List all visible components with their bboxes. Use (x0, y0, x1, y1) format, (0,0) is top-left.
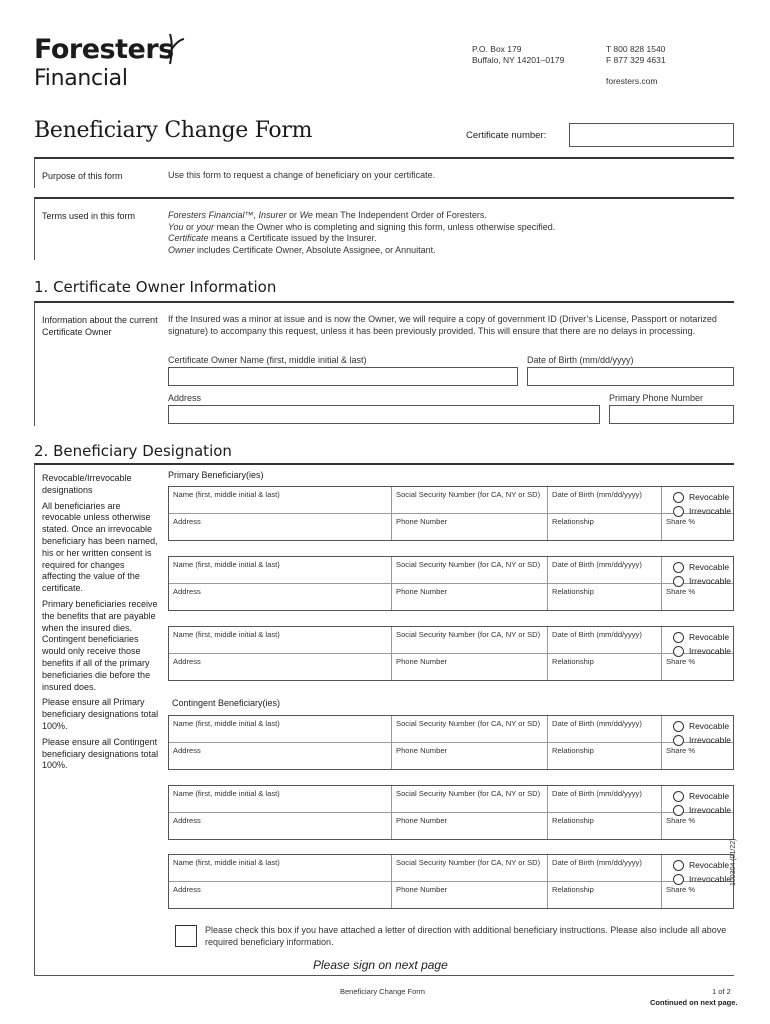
ssn-label: Social Security Number (for CA, NY or SD) (396, 858, 541, 867)
contingent-heading: Contingent Beneficiary(ies) (172, 698, 281, 708)
mailing-address (472, 44, 564, 66)
name-label: Name (first, middle initial & last) (173, 719, 280, 728)
phone-label: Phone Number (396, 884, 448, 894)
revocable-radio[interactable] (673, 791, 684, 802)
ssn-field[interactable] (391, 627, 547, 653)
dob-label: Date of Birth (mm/dd/yyyy) (552, 490, 642, 499)
phone-label: Phone Number (396, 815, 448, 825)
owner-name-label: Certificate Owner Name (first, middle initial & last) (168, 355, 367, 365)
divider (34, 197, 734, 199)
phone-f: F 877 329 4631 (606, 55, 666, 65)
share-label: Share % (666, 884, 696, 894)
revocable-radio[interactable] (673, 721, 684, 732)
purpose-text: Use this form to request a change of beneficiary on your certificate. (168, 170, 436, 180)
revocable-option[interactable] (673, 858, 731, 872)
phone-field[interactable] (391, 743, 547, 770)
certificate-number-input[interactable] (569, 123, 734, 147)
primary-beneficiary-block (168, 486, 734, 541)
irrevocable-label: Irrevocable (688, 646, 731, 656)
share-field[interactable] (661, 514, 735, 541)
owner-dob-input[interactable] (527, 367, 734, 386)
name-field[interactable] (169, 627, 391, 653)
owner-dob-label: Date of Birth (mm/dd/yyyy) (527, 355, 634, 365)
dob-field[interactable] (547, 557, 661, 583)
beneficiary-row-bot (169, 743, 733, 770)
phone-label: Phone Number (396, 516, 448, 526)
section-1-title: 1. Certificate Owner Information (34, 278, 277, 296)
owner-address-label: Address (168, 393, 202, 403)
relationship-label: Relationship (552, 745, 594, 755)
revocable-option[interactable] (673, 560, 731, 574)
primary-beneficiary-block (168, 626, 734, 681)
left-bar (34, 464, 35, 976)
irrevocable-label: Irrevocable (688, 506, 731, 516)
revocable-radio[interactable] (673, 860, 684, 871)
beneficiary-row-top (169, 557, 733, 584)
term-we: We (299, 210, 313, 220)
term-insurer: Foresters Financial™, Insurer (168, 210, 287, 220)
name-field[interactable] (169, 855, 391, 881)
share-field[interactable] (661, 743, 735, 770)
address-line-1: P.O. Box 179 (472, 44, 522, 54)
relationship-field[interactable] (547, 813, 661, 840)
logo-foresters: Foresters (34, 34, 174, 65)
designations-p2: Primary beneficiaries receive the benefits that are payable when the insured dies. Contingent beneficiaries would only receive those benefits if all of the primary beneficiaries die before the insured does. (42, 598, 158, 692)
form-code: 100304 (01/22) (730, 838, 737, 886)
relationship-label: Relationship (552, 516, 594, 526)
terms-label: Terms used in this form (42, 211, 136, 221)
share-label: Share % (666, 586, 696, 596)
irrevocable-label: Irrevocable (688, 576, 731, 586)
revocable-label: Revocable (688, 791, 730, 801)
designations-note (42, 473, 160, 776)
term-sep: or (183, 221, 197, 232)
phone-field[interactable] (391, 813, 547, 840)
attached-letter-checkbox[interactable] (175, 925, 197, 947)
relationship-label: Relationship (552, 815, 594, 825)
page-title: Beneficiary Change Form (34, 118, 313, 143)
term-def: mean The Independent Order of Foresters. (312, 210, 487, 220)
left-bar (34, 198, 35, 260)
phone-field[interactable] (391, 882, 547, 909)
dob-field[interactable] (547, 627, 661, 653)
relationship-field[interactable] (547, 654, 661, 681)
address-field[interactable] (169, 654, 391, 681)
name-label: Name (first, middle initial & last) (173, 858, 280, 867)
designations-title: Revocable/Irrevocable designations (42, 473, 132, 495)
phone-field[interactable] (391, 514, 547, 541)
owner-phone-label: Primary Phone Number (609, 393, 704, 403)
beneficiary-row-bot (169, 882, 733, 909)
name-field[interactable] (169, 786, 391, 812)
beneficiary-row-bot (169, 584, 733, 611)
beneficiary-row-top (169, 487, 733, 514)
dob-label: Date of Birth (mm/dd/yyyy) (552, 789, 642, 798)
left-bar (34, 302, 35, 426)
designation-field[interactable] (661, 487, 735, 516)
revocable-option[interactable] (673, 630, 731, 644)
designation-field[interactable] (661, 627, 735, 656)
dob-label: Date of Birth (mm/dd/yyyy) (552, 630, 642, 639)
sprout-logo-icon (164, 30, 186, 66)
designations-p3: Please ensure all Primary beneficiary designations total 100%. (42, 697, 159, 731)
ssn-field[interactable] (391, 557, 547, 583)
revocable-option[interactable] (673, 789, 731, 803)
share-field[interactable] (661, 813, 735, 840)
revocable-label: Revocable (688, 562, 730, 572)
name-label: Name (first, middle initial & last) (173, 789, 280, 798)
dob-field[interactable] (547, 786, 661, 812)
share-label: Share % (666, 656, 696, 666)
irrevocable-label: Irrevocable (688, 735, 731, 745)
name-label: Name (first, middle initial & last) (173, 630, 280, 639)
address-field[interactable] (169, 743, 391, 770)
ssn-field[interactable] (391, 487, 547, 513)
revocable-radio[interactable] (673, 492, 684, 503)
address-label: Address (173, 815, 201, 825)
section-bottom-rule (34, 975, 734, 976)
beneficiary-row-top (169, 855, 733, 882)
revocable-radio[interactable] (673, 632, 684, 643)
owner-address-input[interactable] (168, 405, 600, 424)
divider (34, 463, 734, 465)
beneficiary-row-top (169, 786, 733, 813)
relationship-label: Relationship (552, 656, 594, 666)
primary-heading: Primary Beneficiary(ies) (168, 470, 264, 480)
owner-name-input[interactable] (168, 367, 518, 386)
address-label: Address (173, 745, 201, 755)
term-def: means a Certificate issued by the Insurer. (208, 233, 377, 243)
term-you: You (168, 221, 184, 232)
dob-label: Date of Birth (mm/dd/yyyy) (552, 858, 642, 867)
primary-beneficiary-block (168, 556, 734, 611)
owner-info-label: Information about the current Certificate Owner (42, 315, 158, 337)
phone-label: Phone Number (396, 586, 448, 596)
name-field[interactable] (169, 557, 391, 583)
continued-note: Continued on next page. (650, 998, 738, 1007)
address-label: Address (173, 884, 201, 894)
dob-label: Date of Birth (mm/dd/yyyy) (552, 719, 642, 728)
phone-label: Phone Number (396, 745, 448, 755)
terms-text (168, 210, 734, 256)
dob-field[interactable] (547, 487, 661, 513)
left-bar (34, 158, 35, 188)
dob-label: Date of Birth (mm/dd/yyyy) (552, 560, 642, 569)
ssn-field[interactable] (391, 855, 547, 881)
phone-field[interactable] (391, 654, 547, 681)
revocable-label: Revocable (688, 632, 730, 642)
owner-phone-input[interactable] (609, 405, 734, 424)
ssn-label: Social Security Number (for CA, NY or SD) (396, 789, 541, 798)
address-label: Address (173, 516, 201, 526)
contingent-beneficiary-block (168, 715, 734, 770)
address-field[interactable] (169, 882, 391, 909)
name-field[interactable] (169, 716, 391, 742)
term-your: your (196, 221, 215, 232)
term-sep: or (286, 210, 300, 220)
address-line-2: Buffalo, NY 14201–0179 (472, 55, 565, 65)
relationship-field[interactable] (547, 514, 661, 541)
ssn-label: Social Security Number (for CA, NY or SD) (396, 630, 541, 639)
address-field[interactable] (169, 813, 391, 840)
logo-financial: Financial (34, 66, 128, 91)
revocable-label: Revocable (688, 860, 730, 870)
attached-letter-text: Please check this box if you have attached a letter of direction with additional beneficiary instructions. Please also include all above required beneficiary information. (205, 925, 727, 947)
share-label: Share % (666, 815, 696, 825)
share-field[interactable] (661, 654, 735, 681)
purpose-label: Purpose of this form (42, 171, 123, 181)
share-label: Share % (666, 516, 696, 526)
relationship-field[interactable] (547, 882, 661, 909)
relationship-field[interactable] (547, 584, 661, 611)
divider (34, 301, 734, 303)
ssn-field[interactable] (391, 786, 547, 812)
share-field[interactable] (661, 584, 735, 611)
share-label: Share % (666, 745, 696, 755)
term-owner: Owner (168, 244, 195, 255)
relationship-field[interactable] (547, 743, 661, 770)
term-certificate: Certificate (168, 233, 209, 243)
ssn-label: Social Security Number (for CA, NY or SD) (396, 719, 541, 728)
name-label: Name (first, middle initial & last) (173, 560, 280, 569)
revocable-label: Revocable (688, 721, 730, 731)
contingent-beneficiary-block (168, 854, 734, 909)
designation-field[interactable] (661, 716, 735, 745)
phone-field[interactable] (391, 584, 547, 611)
irrevocable-label: Irrevocable (688, 805, 731, 815)
designation-field[interactable] (661, 786, 735, 815)
revocable-radio[interactable] (673, 562, 684, 573)
footer-form-name: Beneficiary Change Form (340, 987, 426, 996)
beneficiary-row-bot (169, 813, 733, 840)
relationship-label: Relationship (552, 884, 594, 894)
share-field[interactable] (661, 882, 735, 909)
name-label: Name (first, middle initial & last) (173, 490, 280, 499)
address-field[interactable] (169, 514, 391, 541)
contingent-beneficiary-block (168, 785, 734, 840)
designations-p4: Please ensure all Contingent beneficiary designations total 100%. (42, 736, 159, 771)
website[interactable]: foresters.com (606, 76, 658, 86)
dob-field[interactable] (547, 716, 661, 742)
phone-label: Phone Number (396, 656, 448, 666)
section-2-title: 2. Beneficiary Designation (34, 442, 232, 460)
certificate-number-label: Certificate number: (466, 130, 547, 141)
owner-intro: If the Insured was a minor at issue and is now the Owner, we will require a copy of government ID (Driver’s License, Passport or notarized signature) to accompany this request, unless it has been previously provided. This will ensure that there are no delays in processing. (168, 314, 717, 336)
dob-field[interactable] (547, 855, 661, 881)
designations-p1: All beneficiaries are revocable unless otherwise stated. Once an irrevocable beneficiary has been named, his or her written consent is required for changes affecting the value of the certificate. (42, 500, 158, 594)
contact-phones (606, 44, 666, 66)
address-label: Address (173, 656, 201, 666)
beneficiary-row-top (169, 627, 733, 654)
divider (34, 157, 734, 159)
relationship-label: Relationship (552, 586, 594, 596)
page-number: 1 of 2 (712, 987, 731, 996)
revocable-option[interactable] (673, 719, 731, 733)
phone-t: T 800 828 1540 (606, 44, 666, 54)
address-field[interactable] (169, 584, 391, 611)
revocable-label: Revocable (688, 492, 730, 502)
sign-next-page-note: Please sign on next page (313, 958, 448, 972)
ssn-label: Social Security Number (for CA, NY or SD) (396, 560, 541, 569)
term-def: mean the Owner who is completing and signing this form, unless otherwise specified. (214, 221, 556, 232)
revocable-option[interactable] (673, 490, 731, 504)
designation-field[interactable] (661, 855, 735, 884)
ssn-label: Social Security Number (for CA, NY or SD) (396, 490, 541, 499)
term-def: includes Certificate Owner, Absolute Assignee, or Annuitant. (194, 244, 436, 255)
irrevocable-label: Irrevocable (688, 874, 731, 884)
name-field[interactable] (169, 487, 391, 513)
beneficiary-row-bot (169, 514, 733, 541)
designation-field[interactable] (661, 557, 735, 586)
address-label: Address (173, 586, 201, 596)
beneficiary-row-bot (169, 654, 733, 681)
beneficiary-row-top (169, 716, 733, 743)
ssn-field[interactable] (391, 716, 547, 742)
